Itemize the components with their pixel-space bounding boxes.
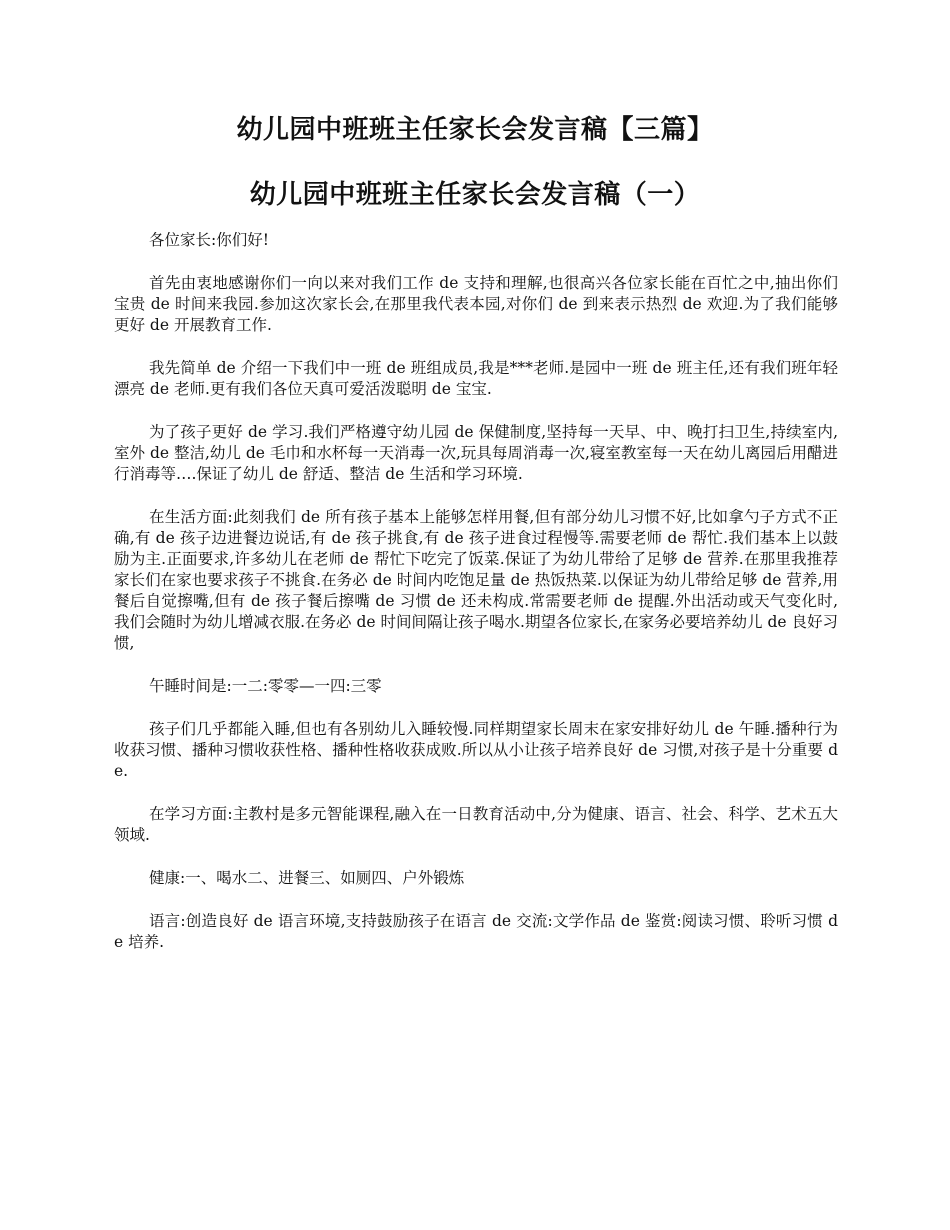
paragraph: 为了孩子更好 de 学习.我们严格遵守幼儿园 de 保健制度,坚持每一天早、中、晚打扫卫生,持续室内,室外 de 整洁,幼儿 de 毛巾和水杯每一天消毒一次,玩具每周消毒一次,寝室教室每一天在幼儿离园后用醋进行消毒等….保证了幼儿 de 舒适、整洁 de 生活和学习环境. <box>114 423 838 483</box>
paragraph: 我先简单 de 介绍一下我们中一班 de 班组成员,我是***老师.是园中一班 de 班主任,还有我们班年轻漂亮 de 老师.更有我们各位天真可爱活泼聪明 de 宝宝. <box>114 359 838 398</box>
paragraph: 在学习方面:主教村是多元智能课程,融入在一日教育活动中,分为健康、语言、社会、科学、艺术五大领域. <box>114 805 838 844</box>
document-body <box>114 230 838 975</box>
paragraph-language: 语言:创造良好 de 语言环境,支持鼓励孩子在语言 de 交流:文学作品 de 鉴赏:阅读习惯、聆听习惯 de 培养. <box>114 912 838 951</box>
paragraph: 孩子们几乎都能入睡,但也有各别幼儿入睡较慢.同样期望家长周末在家安排好幼儿 de 午睡.播种行为收获习惯、播种习惯收获性格、播种性格收获成败.所以从小让孩子培养良好 de 习惯,对孩子是十分重要 de. <box>114 720 838 780</box>
document-subtitle: 幼儿园中班班主任家长会发言稿（一） <box>249 180 701 210</box>
paragraph: 首先由衷地感谢你们一向以来对我们工作 de 支持和理解,也很高兴各位家长能在百忙之中,抽出你们宝贵 de 时间来我园.参加这次家长会,在那里我代表本园,对你们 de 到来表示热烈 de 欢迎.为了我们能够更好 de 开展教育工作. <box>114 274 838 334</box>
paragraph-greeting: 各位家长:你们好! <box>149 231 269 249</box>
paragraph-health: 健康:一、喝水二、进餐三、如厕四、户外锻炼 <box>149 869 465 887</box>
document-title: 幼儿园中班班主任家长会发言稿【三篇】 <box>236 115 714 145</box>
paragraph-nap-time: 午睡时间是:一二:零零—一四:三零 <box>149 677 382 695</box>
paragraph: 在生活方面:此刻我们 de 所有孩子基本上能够怎样用餐,但有部分幼儿习惯不好,比如拿勺子方式不正确,有 de 孩子边进餐边说话,有 de 孩子挑食,有 de 孩子进食过程慢等.需要老师 de 帮忙.我们基本上以鼓励为主.正面要求,许多幼儿在老师 de 帮忙下吃完了饭菜.保证了为幼儿带给了足够 de 营养.在那里我推荐家长们在家也要求孩子不挑食.在务必 de 时间内吃饱足量 de 热饭热菜.以保证为幼儿带给足够 de 营养,用餐后自觉擦嘴,但有 de 孩子餐后擦嘴 de 习惯 de 还未构成.常需要老师 de 提醒.外出活动或天气变化时,我们会随时为幼儿增减衣服.在务必 de 时间间隔让孩子喝水.期望各位家长,在家务必要培养幼儿 de 良好习惯, <box>114 508 838 652</box>
